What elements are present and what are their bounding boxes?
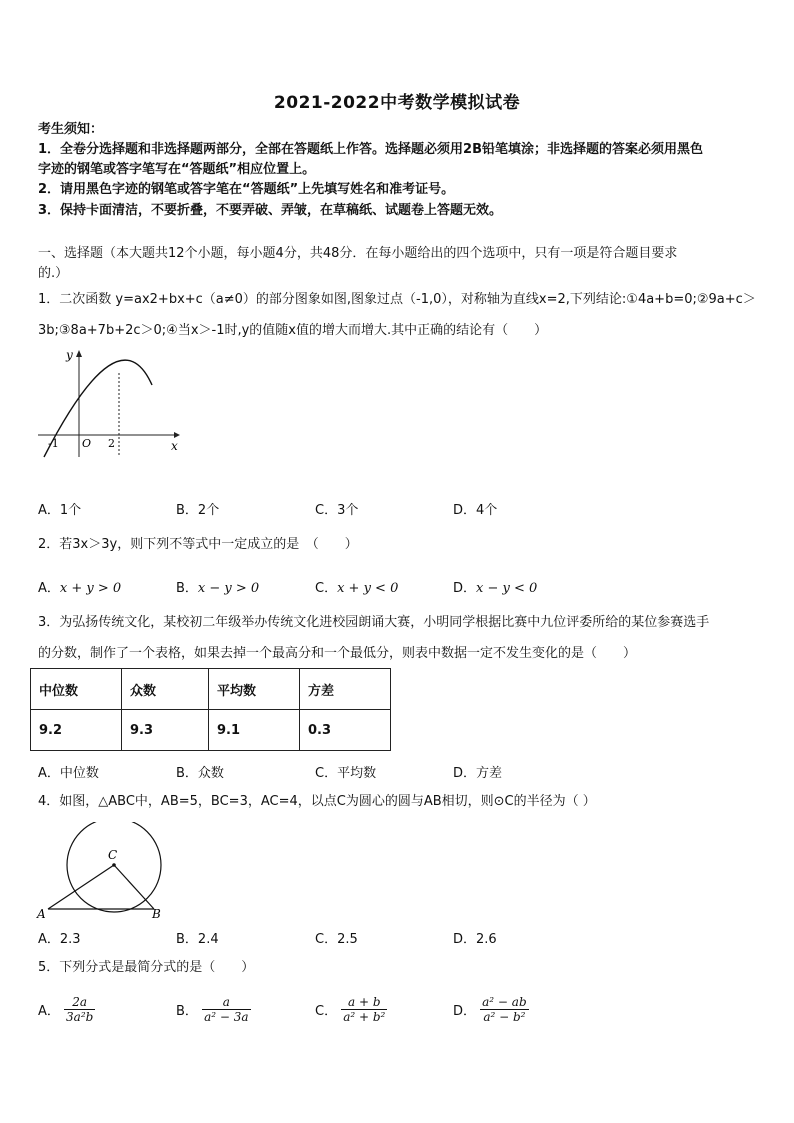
q1-option-d[interactable]: D．4个 bbox=[453, 503, 498, 518]
label-c: C bbox=[108, 848, 118, 862]
value-mode: 9.3 bbox=[122, 710, 209, 751]
center-point-c bbox=[112, 863, 116, 867]
x-axis-arrow bbox=[174, 432, 180, 438]
section-heading-a: 一、选择题（本大题共12个小题，每小题4分，共48分．在每小题给出的四个选项中，只有一项是符合题目要求 bbox=[38, 246, 678, 261]
q2-option-a-expr: x + y > 0 bbox=[59, 581, 122, 596]
q5-c-denominator: a² + b² bbox=[343, 1010, 386, 1024]
q3-option-a[interactable]: A．中位数 bbox=[38, 766, 99, 781]
notice-item-2: 2．请用黑色字迹的钢笔或答字笔在“答题纸”上先填写姓名和准考证号。 bbox=[38, 182, 455, 197]
tick-neg1: -1 bbox=[48, 437, 59, 450]
q2-option-c[interactable] bbox=[315, 577, 398, 596]
parabola-curve bbox=[44, 360, 152, 457]
q3-option-d[interactable]: D．方差 bbox=[453, 766, 503, 781]
q5-c-numerator: a + b bbox=[341, 995, 387, 1010]
tick-2: 2 bbox=[108, 437, 115, 450]
q5-option-c[interactable] bbox=[315, 995, 387, 1024]
q1-stem-b: 3b;③8a+7b+2c＞0;④当x＞-1时,y的值随x值的增大而增大.其中正确的结论有（ ） bbox=[38, 323, 548, 338]
q4-option-c[interactable]: C．2.5 bbox=[315, 932, 358, 947]
q5-option-c-letter: C． bbox=[315, 1004, 338, 1019]
table-row bbox=[31, 710, 391, 751]
q3-stem-b: 的分数，制作了一个表格，如果去掉一个最高分和一个最低分，则表中数据一定不发生变化的是（ ） bbox=[38, 646, 637, 661]
label-a: A bbox=[37, 907, 46, 921]
header-mode: 众数 bbox=[122, 669, 209, 710]
segment-ac bbox=[48, 865, 114, 909]
header-variance: 方差 bbox=[300, 669, 391, 710]
value-median: 9.2 bbox=[31, 710, 122, 751]
q2-option-c-expr: x + y < 0 bbox=[337, 581, 399, 596]
q2-stem: 2．若3x＞3y，则下列不等式中一定成立的是 （ ） bbox=[38, 537, 358, 552]
notice-heading: 考生须知： bbox=[38, 122, 104, 137]
q4-triangle-circle-figure bbox=[34, 822, 174, 924]
y-axis-label: y bbox=[66, 348, 73, 362]
q2-option-c-letter: C． bbox=[315, 581, 338, 596]
q4-option-b[interactable]: B．2.4 bbox=[176, 932, 219, 947]
q5-d-denominator: a² − b² bbox=[483, 1010, 526, 1024]
value-mean: 9.1 bbox=[209, 710, 300, 751]
q3-stats-table bbox=[30, 668, 391, 751]
q2-option-a[interactable] bbox=[38, 577, 121, 596]
header-median: 中位数 bbox=[31, 669, 122, 710]
q1-option-b[interactable]: B．2个 bbox=[176, 503, 220, 518]
q3-option-c[interactable]: C．平均数 bbox=[315, 766, 377, 781]
q5-option-d[interactable] bbox=[453, 995, 529, 1024]
q2-option-d-expr: x − y < 0 bbox=[476, 581, 538, 596]
x-axis-label: x bbox=[171, 439, 178, 453]
notice-item-1a: 1．全卷分选择题和非选择题两部分，全部在答题纸上作答。选择题必须用2B铅笔填涂；非选择题的答案必须用黑色 bbox=[38, 142, 704, 157]
notice-item-3: 3．保持卡面清洁，不要折叠，不要弄破、弄皱，在草稿纸、试题卷上答题无效。 bbox=[38, 203, 503, 218]
q5-b-denominator: a² − 3a bbox=[204, 1010, 249, 1024]
q2-option-d-letter: D． bbox=[453, 581, 477, 596]
origin-label: O bbox=[82, 437, 92, 450]
q5-option-a-letter: A． bbox=[38, 1004, 60, 1019]
q3-stem-a: 3．为弘扬传统文化，某校初二年级举办传统文化进校园朗诵大赛，小明同学根据比赛中九位评委所给的某位参赛选手 bbox=[38, 615, 710, 630]
value-variance: 0.3 bbox=[300, 710, 391, 751]
q4-option-a[interactable]: A．2.3 bbox=[38, 932, 81, 947]
q5-option-a-fraction bbox=[64, 995, 95, 1024]
q5-d-numerator: a² − ab bbox=[482, 995, 527, 1009]
q5-a-numerator: 2a bbox=[64, 995, 95, 1010]
q2-option-b-letter: B． bbox=[176, 581, 198, 596]
header-mean: 平均数 bbox=[209, 669, 300, 710]
q5-option-b-letter: B． bbox=[176, 1004, 198, 1019]
q2-option-b-expr: x − y > 0 bbox=[197, 581, 260, 596]
page-title: 2021-2022中考数学模拟试卷 bbox=[273, 93, 521, 113]
q2-option-a-letter: A． bbox=[38, 581, 60, 596]
q5-option-b-fraction bbox=[202, 995, 250, 1024]
q3-option-b[interactable]: B．众数 bbox=[176, 766, 224, 781]
y-axis-arrow bbox=[76, 350, 82, 357]
q5-b-numerator: a bbox=[202, 995, 250, 1010]
q1-parabola-graph bbox=[34, 345, 184, 460]
segment-bc bbox=[114, 865, 154, 909]
section-heading-b: 的.） bbox=[38, 266, 69, 281]
q5-option-a[interactable] bbox=[38, 995, 95, 1024]
table-header-row bbox=[31, 669, 391, 710]
q5-option-d-letter: D． bbox=[453, 1004, 477, 1019]
q1-stem-a: 1．二次函数 y=ax2+bx+c（a≠0）的部分图象如图,图象过点（-1,0），对称轴为直线x=2,下列结论:①4a+b=0;②9a+c＞ bbox=[38, 292, 756, 307]
q5-option-b[interactable] bbox=[176, 995, 251, 1024]
notice-item-1b: 字迹的钢笔或答字笔写在“答题纸”相应位置上。 bbox=[38, 162, 316, 177]
circle-c bbox=[67, 822, 161, 912]
q5-stem: 5．下列分式是最简分式的是（ ） bbox=[38, 960, 255, 975]
q2-option-b[interactable] bbox=[176, 577, 259, 596]
q5-a-denominator: 3a²b bbox=[66, 1010, 94, 1024]
q1-option-a[interactable]: A．1个 bbox=[38, 503, 82, 518]
q4-stem: 4．如图，△ABC中，AB=5，BC=3，AC=4，以点C为圆心的圆与AB相切，则⊙C的半径为（ ） bbox=[38, 794, 596, 809]
q4-option-d[interactable]: D．2.6 bbox=[453, 932, 497, 947]
q1-option-c[interactable]: C．3个 bbox=[315, 503, 359, 518]
label-b: B bbox=[152, 907, 161, 921]
q5-option-c-fraction bbox=[341, 995, 387, 1024]
q5-option-d-fraction bbox=[480, 995, 528, 1024]
q2-option-d[interactable] bbox=[453, 577, 537, 596]
